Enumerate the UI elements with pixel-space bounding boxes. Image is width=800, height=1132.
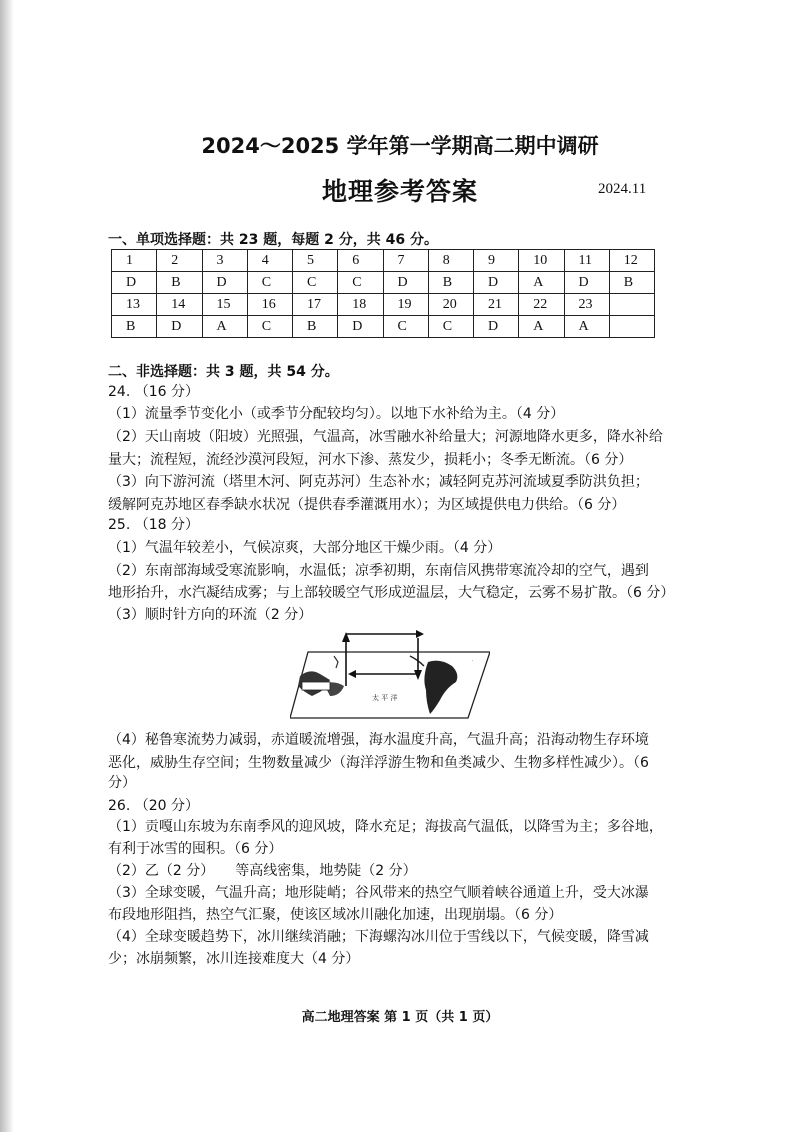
answer-cell: 23 bbox=[564, 294, 609, 316]
answer-line: 分） bbox=[108, 775, 136, 791]
answer-cell: D bbox=[383, 272, 428, 294]
answer-line: 缓解阿克苏地区春季缺水状况（提供春季灌溉用水）；为区域提供电力供给。（6 分） bbox=[108, 497, 626, 513]
answer-cell: C bbox=[338, 272, 383, 294]
lower-arrowhead bbox=[348, 670, 356, 678]
answer-cell: 4 bbox=[247, 250, 292, 272]
circulation-diagram bbox=[290, 622, 490, 726]
answer-line: （2）乙（2 分） 等高线密集，地势陡（2 分） bbox=[108, 863, 417, 879]
answer-row bbox=[112, 272, 655, 294]
answer-cell: C bbox=[247, 272, 292, 294]
upper-arrowhead bbox=[416, 630, 424, 638]
answer-cell: C bbox=[293, 272, 338, 294]
answer-cell: 9 bbox=[474, 250, 519, 272]
answer-line: 恶化，威胁生存空间；生物数量减少（海洋浮游生物和鱼类减少、生物多样性减少）。（6 bbox=[108, 755, 649, 771]
ocean-label: 太 平 洋 bbox=[372, 694, 398, 702]
answer-cell: 1 bbox=[112, 250, 157, 272]
document-subtitle: 地理参考答案 bbox=[321, 177, 478, 206]
answer-line: 有利于冰雪的囤积。（6 分） bbox=[108, 841, 283, 857]
answer-cell: D bbox=[202, 272, 247, 294]
answer-cell: 20 bbox=[428, 294, 473, 316]
answer-cell: D bbox=[474, 316, 519, 338]
scan-edge bbox=[0, 0, 14, 1132]
answer-cell: C bbox=[428, 316, 473, 338]
svg-text:·: · bbox=[472, 658, 474, 664]
answer-line: 地形抬升，水汽凝结成雾；与上部较暖空气形成逆温层，大气稳定，云雾不易扩散。（6 分） bbox=[108, 585, 675, 601]
answer-cell: D bbox=[474, 272, 519, 294]
answer-line: 少；冰崩频繁，冰川连接难度大（4 分） bbox=[108, 951, 360, 967]
answer-cell: A bbox=[202, 316, 247, 338]
answer-cell: 11 bbox=[564, 250, 609, 272]
answer-cell: D bbox=[157, 316, 202, 338]
sinking-arrowhead bbox=[414, 670, 422, 680]
answer-cell: B bbox=[112, 316, 157, 338]
answer-cell: 8 bbox=[428, 250, 473, 272]
answer-cell: 21 bbox=[474, 294, 519, 316]
page-footer: 高二地理答案 第 1 页（共 1 页） bbox=[301, 1010, 499, 1025]
answer-line: （4）全球变暖趋势下，冰川继续消融；下海螺沟冰川位于雪线以下，气候变暖，降雪减 bbox=[108, 929, 649, 945]
answer-line: 26. （20 分） bbox=[108, 798, 199, 814]
answer-row bbox=[112, 250, 655, 272]
answer-line: （1）贡嘎山东坡为东南季风的迎风坡，降水充足；海拔高气温低，以降雪为主；多谷地， bbox=[108, 819, 663, 835]
map-label-box bbox=[302, 682, 330, 690]
answer-cell: C bbox=[247, 316, 292, 338]
south-america bbox=[424, 661, 457, 714]
answer-cell: 17 bbox=[293, 294, 338, 316]
answer-cell bbox=[609, 294, 654, 316]
answer-line: （3）顺时针方向的环流（2 分） bbox=[108, 607, 313, 623]
answer-cell: 22 bbox=[519, 294, 564, 316]
answer-cell: 13 bbox=[112, 294, 157, 316]
answer-cell: A bbox=[519, 272, 564, 294]
answer-cell bbox=[609, 316, 654, 338]
answer-line: （1）气温年较差小，气候凉爽，大部分地区干燥少雨。（4 分） bbox=[108, 540, 502, 556]
answer-cell: 18 bbox=[338, 294, 383, 316]
answer-line: 布段地形阻挡，热空气汇聚，使该区域冰川融化加速，出现崩塌。（6 分） bbox=[108, 907, 563, 923]
answer-line: 量大；流程短，流经沙漠河段短，河水下渗、蒸发少，损耗小；冬季无断流。（6 分） bbox=[108, 452, 633, 468]
answer-line: （1）流量季节变化小（或季节分配较均匀）。以地下水补给为主。（4 分） bbox=[108, 406, 565, 422]
answer-cell: B bbox=[428, 272, 473, 294]
answer-line: （2）东南部海域受寒流影响，水温低；凉季初期，东南信风携带寒流冷却的空气，遇到 bbox=[108, 563, 649, 579]
answer-cell: B bbox=[157, 272, 202, 294]
answer-line: （3）向下游河流（塔里木河、阿克苏河）生态补水；减轻阿克苏河流域夏季防洪负担； bbox=[108, 474, 649, 490]
document-title: 2024～2025 学年第一学期高二期中调研 bbox=[201, 134, 599, 158]
answer-table bbox=[111, 249, 655, 338]
answer-cell: D bbox=[112, 272, 157, 294]
answer-cell: B bbox=[609, 272, 654, 294]
answer-cell: C bbox=[383, 316, 428, 338]
answer-cell: 10 bbox=[519, 250, 564, 272]
answer-line: 24. （16 分） bbox=[108, 384, 199, 400]
answer-line: （2）天山南坡（阳坡）光照强，气温高，冰雪融水补给量大；河源地降水更多，降水补给 bbox=[108, 429, 663, 445]
answer-row bbox=[112, 294, 655, 316]
document-date: 2024.11 bbox=[598, 181, 647, 197]
answer-cell: A bbox=[564, 316, 609, 338]
answer-cell: 7 bbox=[383, 250, 428, 272]
answer-cell: D bbox=[564, 272, 609, 294]
answer-cell: 19 bbox=[383, 294, 428, 316]
answer-cell: 12 bbox=[609, 250, 654, 272]
answer-cell: B bbox=[293, 316, 338, 338]
answer-cell: D bbox=[338, 316, 383, 338]
answer-cell: 3 bbox=[202, 250, 247, 272]
answer-row bbox=[112, 316, 655, 338]
answer-cell: 14 bbox=[157, 294, 202, 316]
section1-heading: 一、单项选择题：共 23 题，每题 2 分，共 46 分。 bbox=[108, 232, 438, 248]
answer-line: 25. （18 分） bbox=[108, 517, 199, 533]
answer-cell: 5 bbox=[293, 250, 338, 272]
answer-cell: 16 bbox=[247, 294, 292, 316]
answer-line: （4）秘鲁寒流势力减弱，赤道暖流增强，海水温度升高，气温升高；沿海动物生存环境 bbox=[108, 732, 649, 748]
section2-heading: 二、非选择题：共 3 题，共 54 分。 bbox=[108, 364, 339, 380]
answer-line: （3）全球变暖，气温升高；地形陡峭；谷风带来的热空气顺着峡谷通道上升，受大冰瀑 bbox=[108, 885, 649, 901]
answer-cell: 2 bbox=[157, 250, 202, 272]
answer-cell: A bbox=[519, 316, 564, 338]
answer-cell: 6 bbox=[338, 250, 383, 272]
answer-cell: 15 bbox=[202, 294, 247, 316]
